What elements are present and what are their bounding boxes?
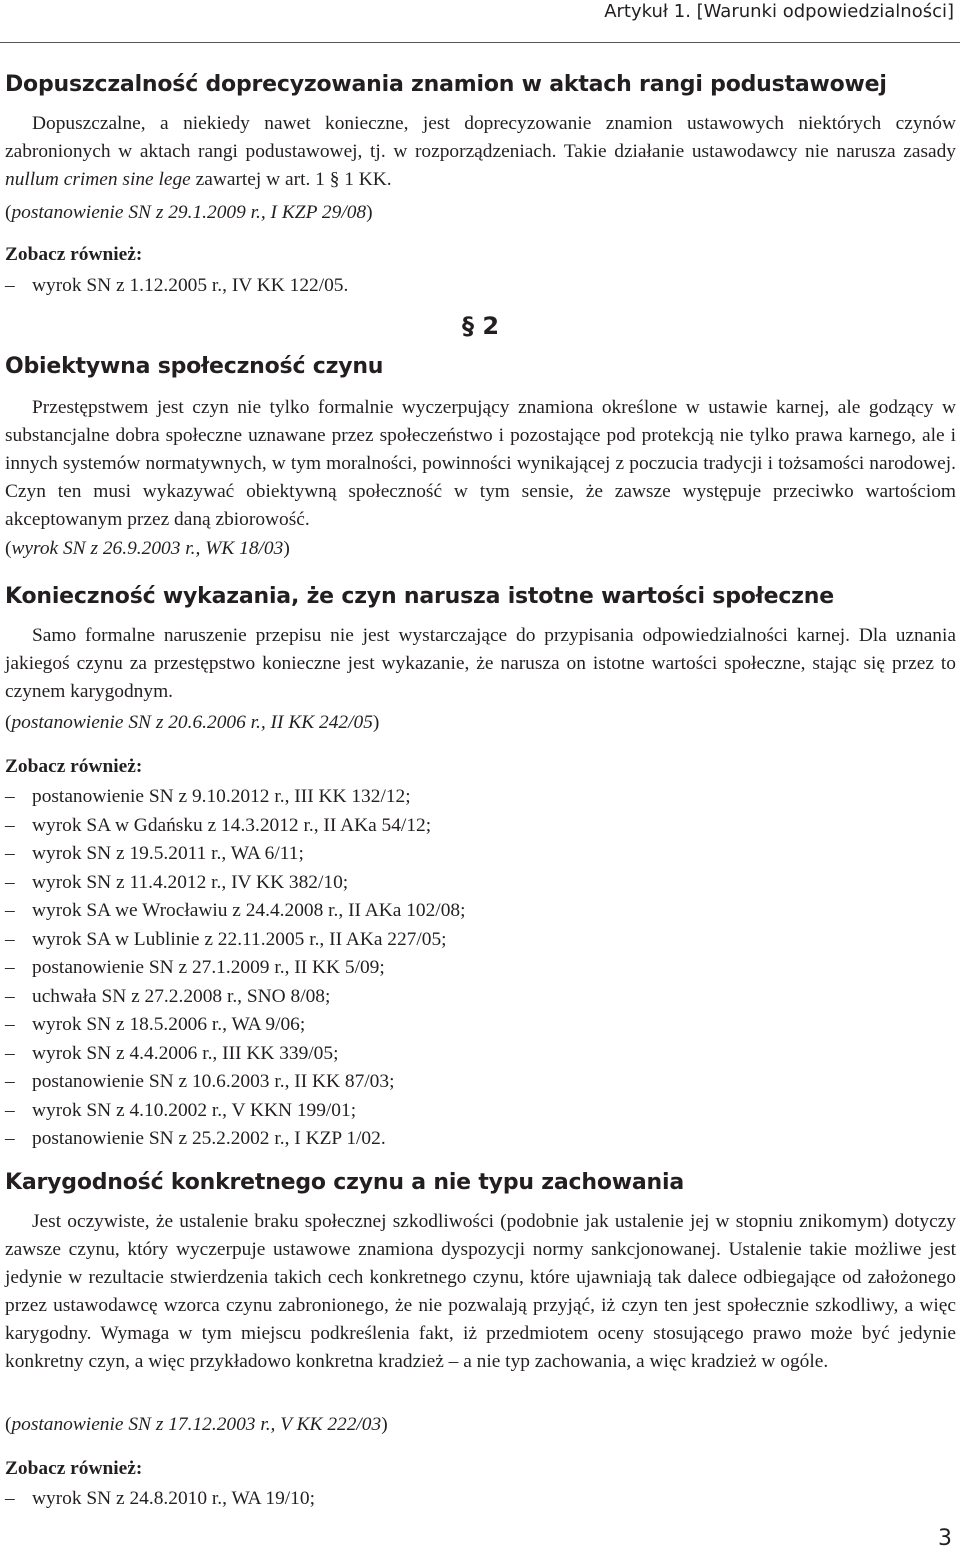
header-rule: [0, 42, 960, 43]
list-item: – wyrok SN z 18.5.2006 r., WA 9/06;: [5, 1014, 306, 1035]
list-item: – wyrok SA we Wrocławiu z 24.4.2008 r., II AKa 102/08;: [5, 900, 466, 921]
latin-phrase: nullum crimen sine lege: [5, 169, 191, 190]
citation-4: (postanowienie SN z 17.12.2003 r., V KK 222/03): [5, 1414, 388, 1435]
list-item: – wyrok SA w Gdańsku z 14.3.2012 r., II AKa 54/12;: [5, 814, 432, 836]
section-heading-1: Dopuszczalność doprecyzowania znamion w aktach rangi podustawowej: [5, 72, 887, 97]
section-1-paragraph: [5, 110, 956, 194]
list-item: – postanowienie SN z 27.1.2009 r., II KK 5/09;: [5, 957, 385, 978]
paragraph-text: Dopuszczalne, a niekiedy nawet konieczne, jest doprecyzowanie znamion ustawowych niektórych czynów zabronionych w aktach rangi podustawowej, tj. w rozporządzeniach. Takie działanie ustawodawcy nie narusza zasady: [5, 113, 956, 162]
list-item: – wyrok SN z 4.10.2002 r., V KKN 199/01;: [5, 1099, 357, 1121]
list-item: – wyrok SN z 4.4.2006 r., III KK 339/05;: [5, 1042, 339, 1064]
list-item: – postanowienie SN z 25.2.2002 r., I KZP 1/02.: [5, 1128, 386, 1149]
list-item: – wyrok SN z 19.5.2011 r., WA 6/11;: [5, 843, 304, 864]
list-item: – postanowienie SN z 10.6.2003 r., II KK 87/03;: [5, 1071, 395, 1092]
list-item: – wyrok SN z 24.8.2010 r., WA 19/10;: [5, 1488, 315, 1509]
citation-1: (postanowienie SN z 29.1.2009 r., I KZP 29/08): [5, 202, 373, 223]
citation-2: (wyrok SN z 26.9.2003 r., WK 18/03): [5, 538, 290, 559]
see-also-list-1: [5, 272, 348, 301]
section-3-paragraph: Samo formalne naruszenie przepisu nie jest wystarczające do przypisania odpowiedzialności karnej. Dla uznania jakiegoś czynu za przestępstwo konieczne jest wykazanie, że narusza on istotne wartości społeczne, stając się przez to czynem karygodnym.: [5, 625, 956, 702]
see-also-label-4: Zobacz również:: [5, 1458, 143, 1479]
list-item: – wyrok SN z 1.12.2005 r., IV KK 122/05.: [5, 275, 349, 296]
section-heading-4: Karygodność konkretnego czynu a nie typu zachowania: [5, 1170, 684, 1195]
section-heading-2: Obiektywna społeczność czynu: [5, 354, 384, 379]
see-also-list-4: [5, 1485, 315, 1514]
running-header: Artykuł 1. [Warunki odpowiedzialności]: [604, 1, 954, 22]
see-also-list-3: [5, 783, 465, 1154]
section-2-paragraph: Przestępstwem jest czyn nie tylko formalnie wyczerpujący znamiona określone w ustawie karnej, ale godzący w substancjalne dobra społeczne uznawane przez społeczeństwo i pozostające pod protekcją nie tylko prawa karnego, ale i innych systemów normatywnych, w tym moralności, powinności wynikającej z poczucia tradycji i tożsamości narodowej. Czyn ten musi wykazywać obiektywną społeczność w tym sensie, że zawsze występuje przeciwko wartościom akceptowanym przez daną zbiorowość.: [5, 397, 956, 530]
page-number: 3: [938, 1526, 952, 1551]
see-also-label-3: Zobacz również:: [5, 756, 143, 777]
section-mark: § 2: [462, 312, 500, 340]
section-4-paragraph: Jest oczywiste, że ustalenie braku społecznej szkodliwości (podobnie jak ustalenie jej w stopniu znikomym) dotyczy zawsze czynu, który wyczerpuje ustawowe znamiona dyspozycji normy sankcjonowanej. Ustalenie takie możliwe jest jedynie w rezultacie stwierdzenia takich cech konkretnego czynu, które ujawniają tak dalece odbiegające od założonego przez ustawodawcę wzorca czynu zabronionego, że nie pozwalają przyjąć, iż czyn ten jest społecznie szkodliwy, a więc karygodny. Wymaga w tym miejscu podkreślenia fakt, iż przedmiotem oceny stosującego prawo może być jedynie konkretny czyn, a więc przykładowo konkretna kradzież – a nie typ zachowania, a więc kradzież w ogóle.: [5, 1211, 956, 1372]
section-heading-3: Konieczność wykazania, że czyn narusza istotne wartości społeczne: [5, 584, 834, 609]
see-also-label-1: Zobacz również:: [5, 244, 143, 265]
list-item: – wyrok SA w Lublinie z 22.11.2005 r., II AKa 227/05;: [5, 928, 447, 950]
list-item: – postanowienie SN z 9.10.2012 r., III KK 132/12;: [5, 786, 411, 807]
list-item: – wyrok SN z 11.4.2012 r., IV KK 382/10;: [5, 871, 349, 893]
citation-3: (postanowienie SN z 20.6.2006 r., II KK 242/05): [5, 712, 380, 733]
list-item: – uchwała SN z 27.2.2008 r., SNO 8/08;: [5, 985, 331, 1007]
paragraph-text: zawartej w art. 1 § 1 KK.: [190, 169, 392, 190]
